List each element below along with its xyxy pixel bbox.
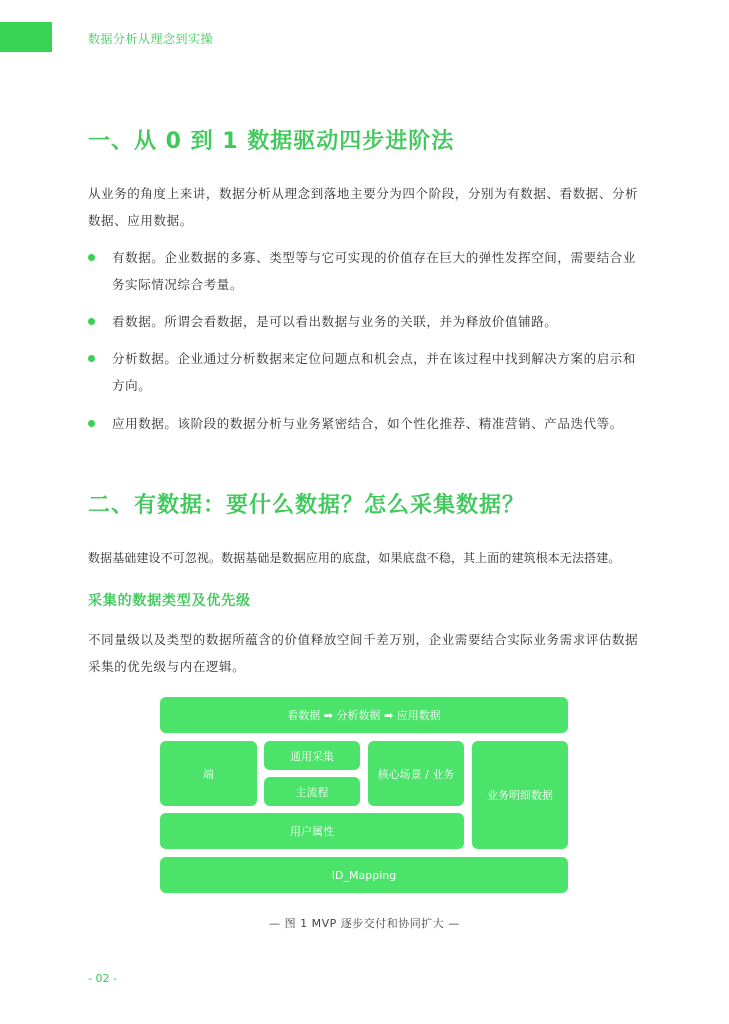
running-title: 数据分析从理念到实操 <box>88 32 214 46</box>
bullet-dot-icon <box>88 254 95 261</box>
section2-subheading: 采集的数据类型及优先级 <box>88 593 251 609</box>
bullet-dot-icon <box>88 355 95 362</box>
diagram-core-scene-box: 核心场景 / 业务 <box>368 741 464 806</box>
bullet-dot-icon <box>88 420 95 427</box>
section2-intro: 数据基础建设不可忽视。数据基础是数据应用的底盘，如果底盘不稳，其上面的建筑根本无法搭建。 <box>88 551 621 565</box>
section2-title: 二、有数据：要什么数据？怎么采集数据？ <box>88 493 526 518</box>
diagram-duan-box: 端 <box>160 741 257 806</box>
list-item <box>88 308 644 335</box>
list-item <box>88 410 644 437</box>
diagram-business-detail-box: 业务明细数据 <box>472 741 568 849</box>
diagram-id-mapping-box: ID_Mapping <box>160 857 568 893</box>
section2-body: 不同量级以及类型的数据所蕴含的价值释放空间千差万别，企业需要结合实际业务需求评估数据采集的优先级与内在逻辑。 <box>88 632 639 674</box>
diagram-top-bar: 看数据 ➡ 分析数据 ➡ 应用数据 <box>160 697 568 733</box>
diagram-general-collect-box: 通用采集 <box>264 741 360 770</box>
section1-intro: 从业务的角度上来讲，数据分析从理念到落地主要分为四个阶段，分别为有数据、看数据、分析数据、应用数据。 <box>88 186 639 228</box>
diagram-main-flow-box: 主流程 <box>264 777 360 806</box>
list-item-text: 有数据。企业数据的多寡、类型等与它可实现的价值存在巨大的弹性发挥空间，需要结合业务实际情况综合考量。 <box>112 250 637 292</box>
page-number: - 02 - <box>88 972 117 985</box>
list-item-text: 应用数据。该阶段的数据分析与业务紧密结合，如个性化推荐、精准营销、产品迭代等。 <box>112 416 623 431</box>
bullet-dot-icon <box>88 318 95 325</box>
figure-caption: — 图 1 MVP 逐步交付和协同扩大 — <box>269 917 460 930</box>
header-accent-tab <box>0 22 52 52</box>
list-item <box>88 244 644 298</box>
data-layer-diagram <box>160 697 568 895</box>
list-item-text: 分析数据。企业通过分析数据来定位问题点和机会点，并在该过程中找到解决方案的启示和方向。 <box>112 351 637 393</box>
list-item-text: 看数据。所谓会看数据，是可以看出数据与业务的关联，并为释放价值铺路。 <box>112 314 558 329</box>
diagram-user-attr-box: 用户属性 <box>160 813 464 849</box>
section1-title: 一、从 0 到 1 数据驱动四步进阶法 <box>88 129 455 154</box>
list-item <box>88 345 644 399</box>
